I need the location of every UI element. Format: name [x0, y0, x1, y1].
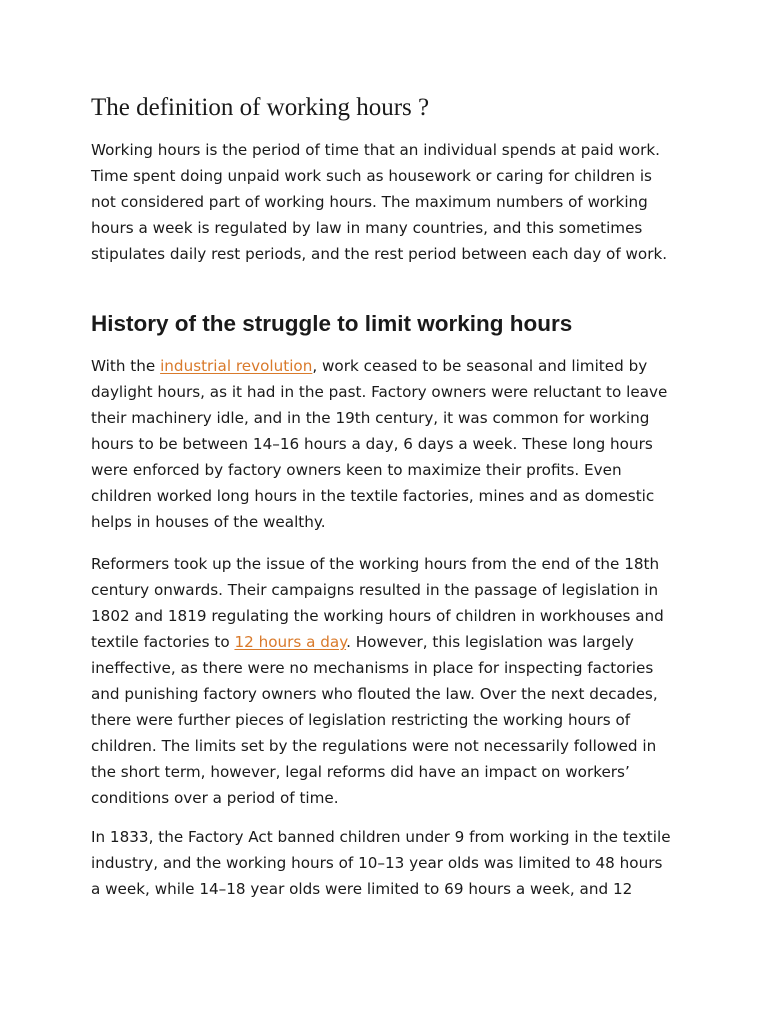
- text-line: Working hours is the period of time that an individual spends at paid work.: [91, 141, 660, 159]
- text-line: children worked long hours in the textile factories, mines and as domestic: [91, 487, 655, 505]
- text-line: hours a week is regulated by law in many countries, and this sometimes: [91, 219, 643, 237]
- text-line: stipulates daily rest periods, and the rest period between each day of work.: [91, 245, 668, 263]
- text-line: helps in houses of the wealthy.: [91, 513, 326, 531]
- paragraph-factory-act: [91, 824, 691, 902]
- text-fragment: . However, this legislation was largely: [346, 633, 634, 651]
- text-fragment: , work ceased to be seasonal and limited by: [312, 357, 648, 375]
- text-line: the short term, however, legal reforms did have an impact on workers’: [91, 763, 630, 781]
- text-line: children. The limits set by the regulations were not necessarily followed in: [91, 737, 657, 755]
- page-title: The definition of working hours ?: [91, 94, 430, 121]
- text-line: century onwards. Their campaigns resulted in the passage of legislation in: [91, 581, 659, 599]
- text-line: there were further pieces of legislation restricting the working hours of: [91, 711, 631, 729]
- paragraph-industrial-revolution: [91, 353, 691, 535]
- section-heading: History of the struggle to limit working hours: [91, 311, 573, 336]
- text-line: hours to be between 14–16 hours a day, 6 days a week. These long hours: [91, 435, 653, 453]
- text-line: and punishing factory owners who flouted the law. Over the next decades,: [91, 685, 658, 703]
- text-line: not considered part of working hours. The maximum numbers of working: [91, 193, 648, 211]
- text-line: their machinery idle, and in the 19th century, it was common for working: [91, 409, 650, 427]
- paragraph-definition: [91, 137, 691, 267]
- text-line: In 1833, the Factory Act banned children under 9 from working in the textile: [91, 828, 671, 846]
- text-line: [91, 353, 691, 379]
- text-line: daylight hours, as it had in the past. Factory owners were reluctant to leave: [91, 383, 668, 401]
- text-fragment: With the: [91, 357, 161, 375]
- paragraph-reformers: [91, 551, 691, 811]
- text-line: Time spent doing unpaid work such as housework or caring for children is: [91, 167, 652, 185]
- text-line: ineffective, as there were no mechanisms in place for inspecting factories: [91, 659, 654, 677]
- text-line: a week, while 14–18 year olds were limited to 69 hours a week, and 12: [91, 880, 633, 898]
- text-line: were enforced by factory owners keen to maximize their profits. Even: [91, 461, 622, 479]
- text-line: Reformers took up the issue of the working hours from the end of the 18th: [91, 555, 660, 573]
- text-line: 1802 and 1819 regulating the working hours of children in workhouses and: [91, 607, 664, 625]
- twelve-hours-a-day-link[interactable]: 12 hours a day: [234, 633, 347, 651]
- text-fragment: textile factories to: [91, 633, 235, 651]
- text-line: [91, 629, 691, 655]
- text-line: conditions over a period of time.: [91, 789, 339, 807]
- text-line: industry, and the working hours of 10–13 year olds was limited to 48 hours: [91, 854, 663, 872]
- industrial-revolution-link[interactable]: industrial revolution: [160, 357, 313, 375]
